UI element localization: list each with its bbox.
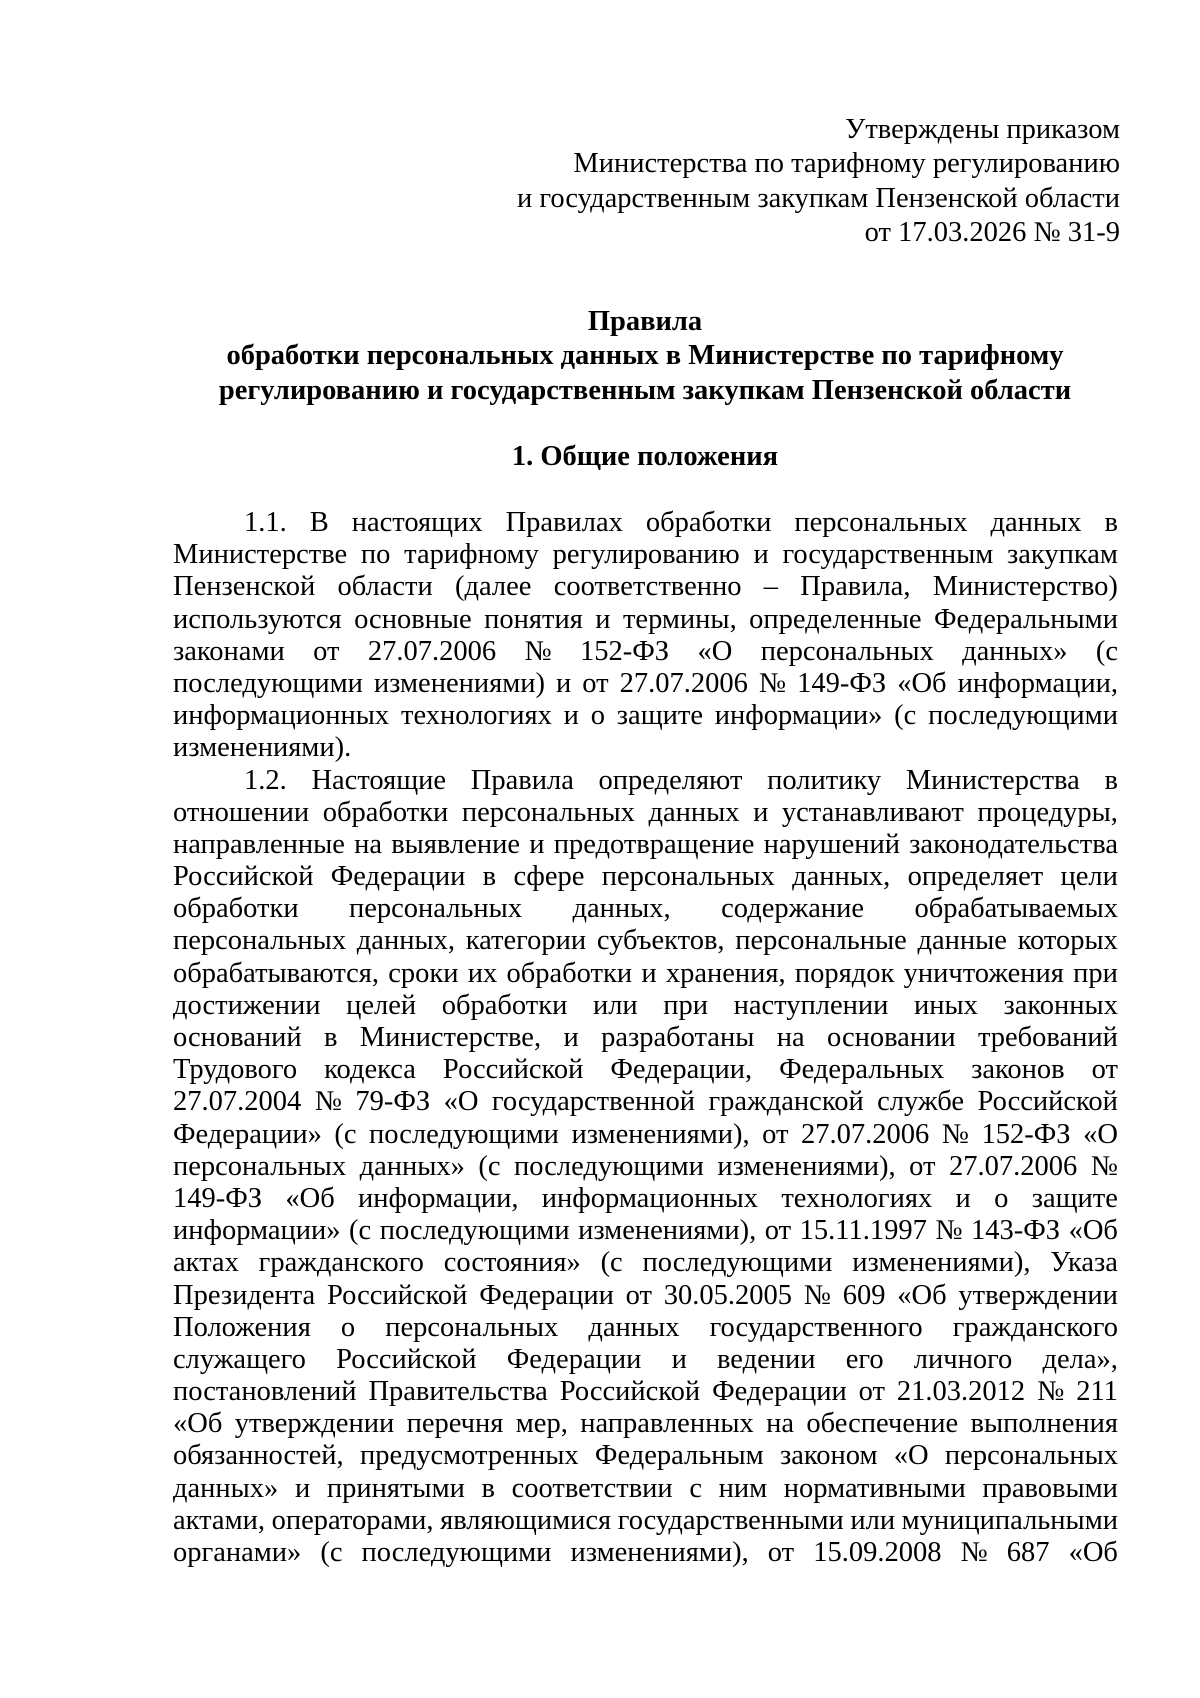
- paragraph-line: Министерстве по тарифному регулированию и государственным закупкам: [173, 539, 1118, 571]
- paragraph-line: «Об утверждении перечня мер, направленных на обеспечение выполнения: [173, 1408, 1118, 1440]
- paragraph-line: информации» (с последующими изменениями), от 15.11.1997 № 143-ФЗ «Об: [173, 1215, 1118, 1247]
- paragraph-line: персональных данных» (с последующими изменениями), от 27.07.2006 №: [173, 1150, 1118, 1182]
- paragraph-line: обязанностей, предусмотренных Федеральным законом «О персональных: [173, 1440, 1118, 1472]
- paragraph-line: актами, операторами, являющимися государственными или муниципальными: [173, 1504, 1118, 1536]
- paragraph-line: Федерации» (с последующими изменениями), от 27.07.2006 № 152-ФЗ «О: [173, 1118, 1118, 1150]
- approval-line: Утверждены приказом: [845, 114, 1120, 145]
- paragraph-line: обработки персональных данных, содержание обрабатываемых: [173, 893, 1118, 925]
- paragraph-line: Положения о персональных данных государственного гражданского: [173, 1311, 1118, 1343]
- paragraph-line: 149-ФЗ «Об информации, информационных технологиях и о защите: [173, 1182, 1118, 1214]
- paragraph-line: актах гражданского состояния» (с последующими изменениями), Указа: [173, 1247, 1118, 1279]
- paragraph-line: органами» (с последующими изменениями), от 15.09.2008 № 687 «Об: [173, 1537, 1118, 1568]
- document-body: [173, 507, 1118, 1569]
- section-heading: 1. Общие положения: [511, 441, 779, 472]
- paragraph-p-1-1: [173, 507, 1118, 765]
- paragraph-line: персональных данных, категории субъектов, персональные данные которых: [173, 925, 1118, 957]
- paragraph-line: используются основные понятия и термины, определенные Федеральными: [173, 603, 1118, 635]
- paragraph-line: Президента Российской Федерации от 30.05.2005 № 609 «Об утверждении: [173, 1279, 1118, 1311]
- title-line: регулированию и государственным закупкам Пензенской области: [218, 374, 1072, 406]
- paragraph-line: отношении обработки персональных данных и устанавливают процедуры,: [173, 796, 1118, 828]
- title-line: обработки персональных данных в Министерстве по тарифному: [226, 340, 1064, 372]
- paragraph-line: Пензенской области (далее соответственно – Правила, Министерство): [173, 571, 1118, 603]
- approval-line: Министерства по тарифному регулированию: [573, 148, 1120, 180]
- paragraph-line: обрабатываются, сроки их обработки и хранения, порядок уничтожения при: [173, 957, 1118, 989]
- title-line: Правила: [587, 306, 703, 337]
- paragraph-line: законами от 27.07.2006 № 152-ФЗ «О персональных данных» (с: [173, 635, 1118, 667]
- paragraph-line: достижении целей обработки или при наступлении иных законных: [173, 989, 1118, 1021]
- paragraph-line: Трудового кодекса Российской Федерации, Федеральных законов от: [173, 1054, 1118, 1086]
- paragraph-line: постановлений Правительства Российской Федерации от 21.03.2012 № 211: [173, 1376, 1118, 1408]
- approval-stamp: [170, 113, 1120, 251]
- paragraph-line: информационных технологиях и о защите информации» (с последующими: [173, 700, 1118, 732]
- document-title: [170, 305, 1120, 408]
- approval-line: и государственным закупкам Пензенской области: [517, 182, 1120, 214]
- paragraph-line: последующими изменениями) и от 27.07.2006 № 149-ФЗ «Об информации,: [173, 667, 1118, 699]
- paragraph-line: 1.2. Настоящие Правила определяют политику Министерства в: [244, 764, 1118, 796]
- paragraph-line: служащего Российской Федерации и ведении его личного дела»,: [173, 1343, 1118, 1375]
- paragraph-line: 1.1. В настоящих Правилах обработки персональных данных в: [244, 507, 1118, 538]
- paragraph-line: Российской Федерации в сфере персональных данных, определяет цели: [173, 861, 1118, 893]
- paragraph-line: 27.07.2004 № 79-ФЗ «О государственной гражданской службе Российской: [173, 1086, 1118, 1118]
- paragraph-line: оснований в Министерстве, и разработаны на основании требований: [173, 1022, 1118, 1053]
- approval-date-line: от 17.03.2026 № 31-9: [864, 217, 1120, 249]
- paragraph-p-1-2: [173, 765, 1118, 1570]
- paragraph-line: изменениями).: [173, 732, 352, 764]
- paragraph-line: направленные на выявление и предотвращение нарушений законодательства: [173, 828, 1118, 860]
- paragraph-line: данных» и принятыми в соответствии с ним нормативными правовыми: [173, 1472, 1118, 1504]
